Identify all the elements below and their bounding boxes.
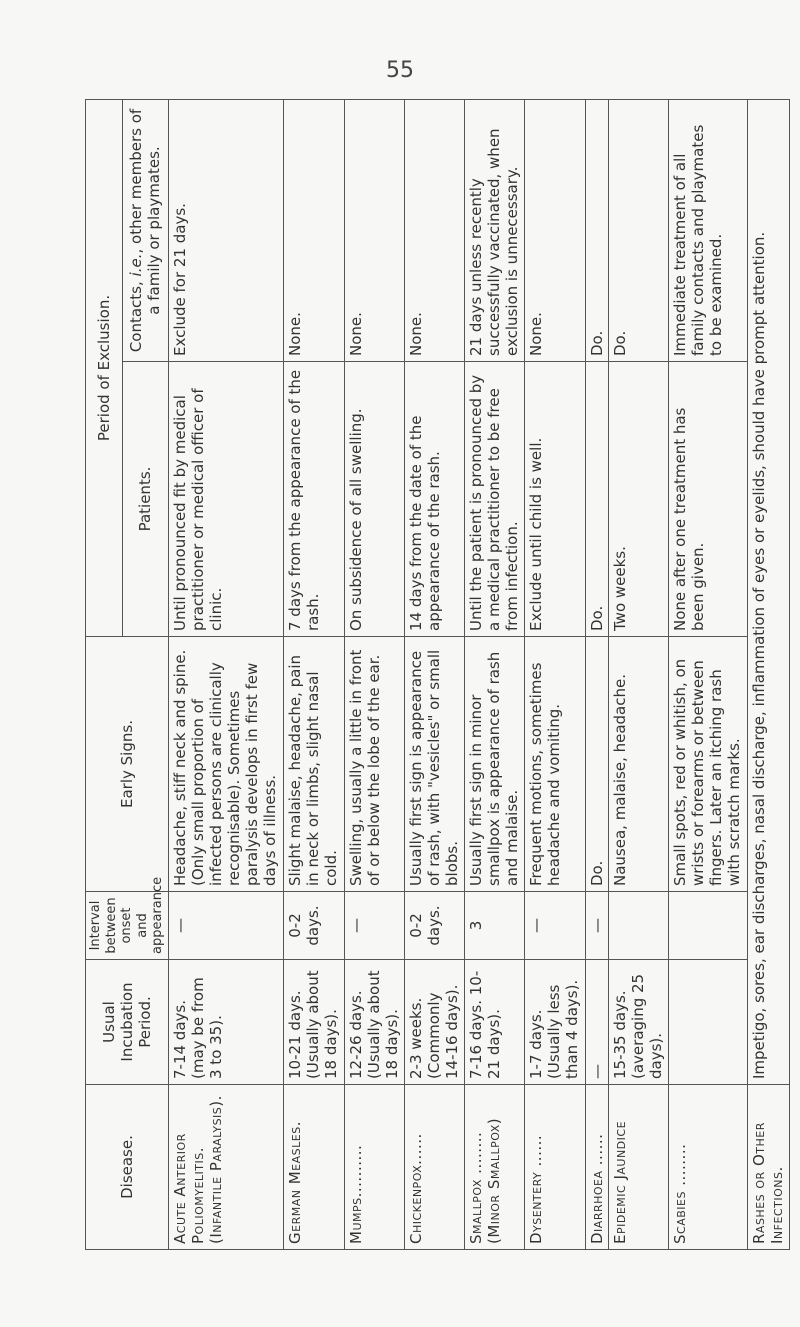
early-signs-cell: Slight malaise, headache, pain in neck or limbs, slight nasal cold. (284, 637, 344, 892)
table-row (669, 100, 748, 1250)
contacts-cell: None. (525, 100, 585, 362)
disease-cell: Smallpox ........ (Minor Smallpox) (465, 1085, 525, 1250)
contacts-cell: Immediate treatment of all family contacts and playmates to be examined. (669, 100, 748, 362)
interval-cell: 0-2 days. (284, 892, 344, 960)
page-number: 55 (386, 58, 414, 83)
contacts-cell: Do. (609, 100, 669, 362)
patients-cell: On subsidence of all swelling. (344, 362, 404, 637)
early-signs-cell: Frequent motions, sometimes headache and vomiting. (525, 637, 585, 892)
table-row (609, 100, 669, 1250)
contacts-cell: 21 days unless recently successfully vaccinated, when exclusion is unnecessary. (465, 100, 525, 362)
header-patients: Patients. (123, 362, 169, 637)
disease-cell: Chickenpox...... (404, 1085, 464, 1250)
interval-cell: 3 (465, 892, 525, 960)
footer-note: Impetigo, sores, ear discharges, nasal discharge, inflammation of eyes or eyelids, should have prompt attention. (748, 100, 790, 1085)
interval-cell (609, 892, 669, 960)
incubation-cell: 7-14 days. (may be from 3 to 35). (168, 960, 283, 1085)
incubation-cell: 7-16 days. 10-21 days). (465, 960, 525, 1085)
disease-cell: Acute Anterior Poliomyelitis. (Infantile Paralysis). (168, 1085, 283, 1250)
header-interval: Interval between onset and appearance (86, 892, 169, 960)
incubation-cell: 2-3 weeks. (Commonly 14-16 days). (404, 960, 464, 1085)
interval-cell: — (585, 892, 608, 960)
incubation-cell: 1-7 days. (Usually less than 4 days). (525, 960, 585, 1085)
early-signs-cell: Nausea, malaise, headache. (609, 637, 669, 892)
early-signs-cell: Usually first sign is appearance of rash, with "vesicles" or small blobs. (404, 637, 464, 892)
disease-cell: Epidemic Jaundice (609, 1085, 669, 1250)
table-row (168, 100, 283, 1250)
header-contacts (123, 100, 169, 362)
header-period-of-exclusion: Period of Exclusion. (86, 100, 123, 637)
disease-cell: Mumps.......... (344, 1085, 404, 1250)
incubation-cell (669, 960, 748, 1085)
interval-cell: 0-2 days. (404, 892, 464, 960)
interval-cell (669, 892, 748, 960)
patients-cell: Two weeks. (609, 362, 669, 637)
table-row-footer (748, 100, 790, 1250)
disease-cell: Rashes or Other Infections. (748, 1085, 790, 1250)
early-signs-cell: Swelling, usually a little in front of or below the lobe of the ear. (344, 637, 404, 892)
header-disease: Disease. (86, 1085, 169, 1250)
contacts-cell: Exclude for 21 days. (168, 100, 283, 362)
header-contacts-pre: Contacts, (127, 276, 146, 353)
disease-cell: German Measles. (284, 1085, 344, 1250)
early-signs-cell: Small spots, red or whitish, on wrists or forearms or between fingers. Later an itching rash with scratch marks. (669, 637, 748, 892)
table-row (465, 100, 525, 1250)
header-early-signs: Early Signs. (86, 637, 169, 892)
table-row (284, 100, 344, 1250)
interval-cell: — (344, 892, 404, 960)
contacts-cell: None. (404, 100, 464, 362)
rotated-table-stage (85, 100, 785, 1250)
disease-cell: Scabies ........ (669, 1085, 748, 1250)
incubation-cell: 12-26 days. (Usually about 18 days). (344, 960, 404, 1085)
incubation-cell: 15-35 days. (averaging 25 days). (609, 960, 669, 1085)
early-signs-cell: Headache, stiff neck and spine. (Only small proportion of infected persons are clinically recognisable). Sometimes paralysis develops in first few days of illness. (168, 637, 283, 892)
table-row (404, 100, 464, 1250)
disease-cell: Dysentery ...... (525, 1085, 585, 1250)
disease-cell: Diarrhoea ...... (585, 1085, 608, 1250)
patients-cell: 14 days from the date of the appearance of the rash. (404, 362, 464, 637)
header-contacts-post: , other members of a family or playmates. (127, 108, 164, 315)
header-incubation: Usual Incubation Period. (86, 960, 169, 1085)
table-row (525, 100, 585, 1250)
patients-cell: Until the patient is pronounced by a medical practitioner to be free from infection. (465, 362, 525, 637)
contacts-cell: Do. (585, 100, 608, 362)
interval-cell: — (168, 892, 283, 960)
table-row (344, 100, 404, 1250)
table-row (585, 100, 608, 1250)
interval-cell: — (525, 892, 585, 960)
contacts-cell: None. (344, 100, 404, 362)
patients-cell: Exclude until child is well. (525, 362, 585, 637)
patients-cell: Until pronounced fit by medical practitioner or medical officer of clinic. (168, 362, 283, 637)
early-signs-cell: Do. (585, 637, 608, 892)
patients-cell: Do. (585, 362, 608, 637)
incubation-cell: 10-21 days. (Usually about 18 days). (284, 960, 344, 1085)
incubation-cell: — (585, 960, 608, 1085)
early-signs-cell: Usually first sign in minor smallpox is appearance of rash and malaise. (465, 637, 525, 892)
patients-cell: None after one treatment has been given. (669, 362, 748, 637)
contacts-cell: None. (284, 100, 344, 362)
exclusion-table (85, 99, 790, 1250)
header-contacts-ie: i.e. (127, 253, 146, 277)
patients-cell: 7 days from the appearance of the rash. (284, 362, 344, 637)
